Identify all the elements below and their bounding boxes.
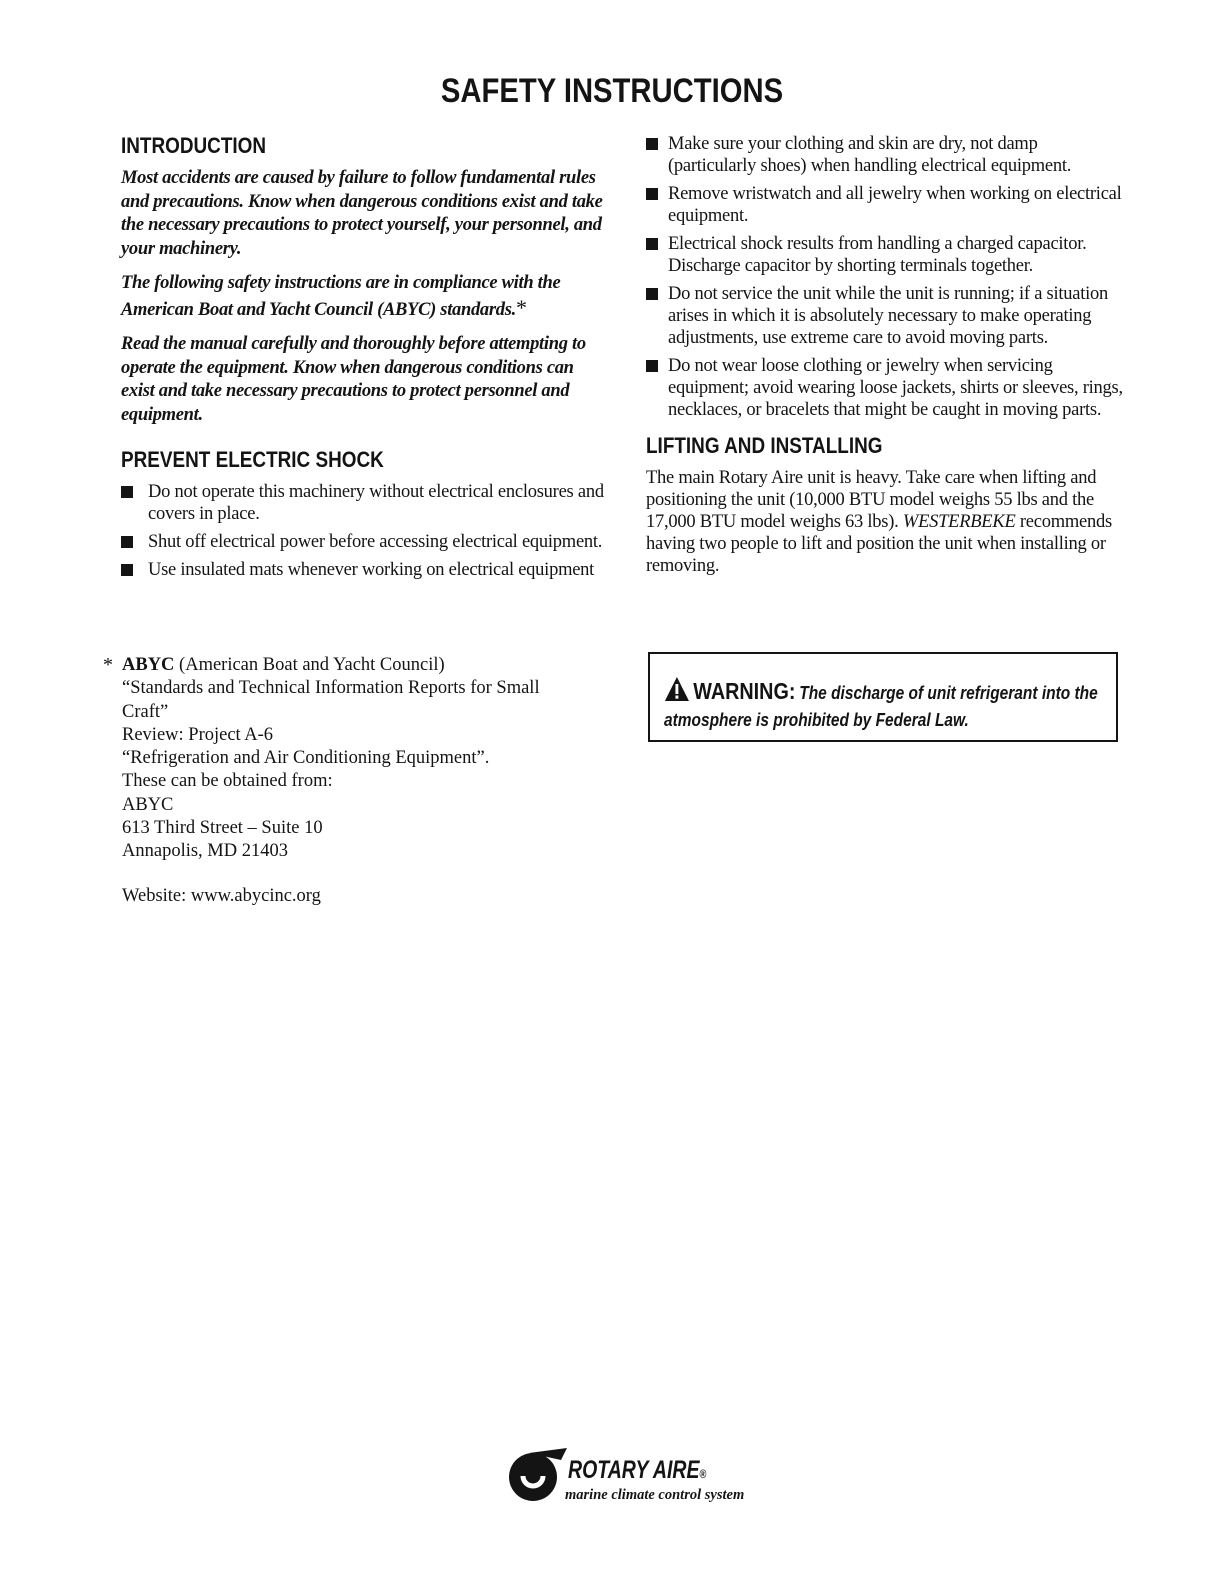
- abyc-label: ABYC: [122, 655, 175, 675]
- page-title: SAFETY INSTRUCTIONS: [440, 72, 784, 110]
- list-item: [646, 133, 1126, 177]
- list-item: [646, 183, 1126, 227]
- warning-box: [648, 652, 1118, 742]
- list-item-text: Do not wear loose clothing or jewelry when servicing equipment; avoid wearing loose jackets, shirts or sleeves, rings, necklaces, or bracelets that might be caught in moving parts.: [668, 356, 1123, 420]
- logo-brand-text: [568, 1456, 706, 1485]
- right-column: [646, 133, 1126, 577]
- asterisk-mark: *: [103, 654, 113, 676]
- electric-shock-list: [121, 481, 606, 581]
- list-item-text: Electrical shock results from handling a charged capacitor. Discharge capacitor by shorting terminals together.: [668, 234, 1087, 276]
- brand-name: WESTERBEKE: [902, 512, 1016, 532]
- list-item: [121, 481, 606, 525]
- footnote-line: Review: Project A-6: [122, 724, 274, 745]
- logo-brand-name: ROTARY AIRE: [568, 1456, 700, 1484]
- footnote-line: 613 Third Street – Suite 10: [122, 818, 323, 839]
- electric-shock-heading: PREVENT ELECTRIC SHOCK: [121, 447, 384, 472]
- lifting-heading: LIFTING AND INSTALLING: [646, 433, 883, 458]
- list-item-text: Use insulated mats whenever working on electrical equipment: [148, 560, 595, 580]
- bullet-square-icon: [646, 188, 658, 200]
- list-item: [646, 283, 1126, 349]
- intro-paragraph-3: Read the manual carefully and thoroughly before attempting to operate the equipment. Know when dangerous conditions can exist and take necessary precautions to protect personnel and equipment.: [121, 334, 586, 425]
- registered-mark: ®: [699, 1467, 707, 1481]
- safety-list: [646, 133, 1126, 421]
- logo-tagline: marine climate control system: [565, 1487, 745, 1503]
- list-item-text: Do not operate this machinery without electrical enclosures and covers in place.: [148, 482, 604, 524]
- abyc-full-name: (American Boat and Yacht Council): [174, 655, 445, 675]
- footnote-line: “Refrigeration and Air Conditioning Equipment”.: [122, 748, 490, 769]
- abyc-footnote: [103, 654, 583, 908]
- bullet-square-icon: [121, 564, 133, 576]
- footnote-line: ABYC: [122, 794, 174, 815]
- bullet-square-icon: [646, 360, 658, 372]
- footnote-line: “Standards and Technical Information Reports for Small Craft”: [122, 678, 540, 722]
- bullet-square-icon: [646, 238, 658, 250]
- intro-paragraph-1: Most accidents are caused by failure to follow fundamental rules and precautions. Know when dangerous conditions exist and take the necessary precautions to protect yourself, your personnel, and your machinery.: [121, 168, 603, 259]
- lifting-text-1: The main Rotary Aire unit is heavy. Take care when lifting and positioning the unit (10,000 BTU model weighs 55 lbs and the 17,000 BTU model weighs 63 lbs).: [646, 468, 1097, 532]
- intro-paragraph-2: [121, 272, 606, 322]
- list-item-text: Make sure your clothing and skin are dry, not damp (particularly shoes) when handling electrical equipment.: [668, 134, 1072, 176]
- footnote-line: These can be obtained from:: [122, 771, 333, 792]
- website-line: Website: www.abycinc.org: [122, 885, 321, 906]
- lifting-text-2: recommends having two people to lift and position the unit when installing or removing.: [646, 512, 1112, 576]
- footnote-line: Annapolis, MD 21403: [122, 841, 288, 862]
- bullet-square-icon: [646, 138, 658, 150]
- list-item-text: Do not service the unit while the unit is running; if a situation arises in which it is absolutely necessary to make operating adjustments, use extreme care to avoid moving parts.: [668, 284, 1109, 348]
- footnote-first-line: [103, 654, 583, 677]
- list-item: [121, 531, 606, 553]
- bullet-square-icon: [646, 288, 658, 300]
- warning-label: WARNING:: [693, 678, 796, 704]
- bullet-square-icon: [121, 536, 133, 548]
- left-column: [121, 133, 606, 587]
- rotary-aire-swirl-icon: [505, 1446, 567, 1504]
- intro-paragraph-2-text: The following safety instructions are in compliance with the American Boat and Yacht Council (ABYC) standards.: [121, 273, 561, 320]
- lifting-paragraph: [646, 467, 1126, 577]
- asterisk-mark: *: [515, 294, 527, 320]
- warning-text: The discharge of unit refrigerant into the atmosphere is prohibited by Federal Law.: [664, 683, 1098, 730]
- list-item: [646, 355, 1126, 421]
- list-item: [646, 233, 1126, 277]
- rotary-aire-logo: [505, 1446, 755, 1508]
- warning-content: [664, 676, 1111, 733]
- bullet-square-icon: [121, 486, 133, 498]
- list-item: [121, 559, 606, 581]
- list-item-text: Remove wristwatch and all jewelry when working on electrical equipment.: [668, 184, 1122, 226]
- introduction-heading: INTRODUCTION: [121, 133, 267, 158]
- warning-triangle-icon: [664, 676, 690, 707]
- list-item-text: Shut off electrical power before accessing electrical equipment.: [148, 532, 603, 552]
